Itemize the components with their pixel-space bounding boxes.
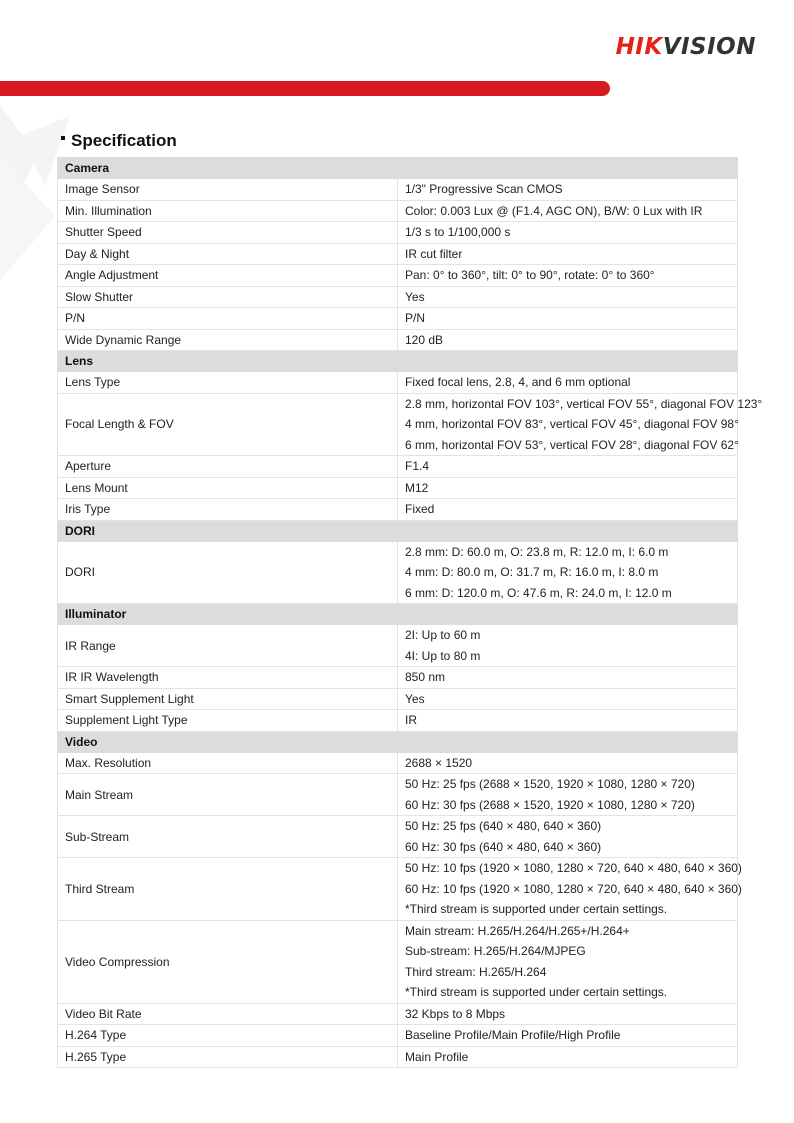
spec-value: 50 Hz: 25 fps (2688 × 1520, 1920 × 1080, 1280 × 720) [405, 777, 695, 791]
spec-label: Main Stream [58, 774, 398, 816]
spec-label: Sub-Stream [58, 816, 398, 858]
spec-row [58, 1046, 738, 1068]
spec-value: 2.8 mm: D: 60.0 m, O: 23.8 m, R: 12.0 m, I: 6.0 m [405, 544, 669, 559]
spec-value: 4 mm: D: 80.0 m, O: 31.7 m, R: 16.0 m, I: 8.0 m [405, 565, 659, 579]
spec-label: Wide Dynamic Range [58, 329, 398, 351]
spec-value: 4I: Up to 80 m [405, 648, 481, 663]
spec-label: Supplement Light Type [58, 710, 398, 732]
spec-label: Angle Adjustment [58, 265, 398, 287]
spec-value: F1.4 [405, 459, 430, 473]
category-row [58, 731, 738, 752]
spec-value: Baseline Profile/Main Profile/High Profile [405, 1028, 621, 1042]
spec-value-cell [398, 816, 738, 858]
spec-value: IR [405, 713, 417, 727]
spec-value-cell [398, 1003, 738, 1025]
category-title: Camera [58, 158, 738, 179]
spec-value: Color: 0.003 Lux @ (F1.4, AGC ON), B/W: 0 Lux with IR [405, 203, 703, 218]
spec-label: Smart Supplement Light [58, 688, 398, 710]
spec-row [58, 286, 738, 308]
spec-row [58, 541, 738, 604]
spec-value: Main Profile [405, 1049, 469, 1064]
spec-value-cell [398, 858, 742, 921]
spec-value: Main stream: H.265/H.264/H.265+/H.264+ [405, 923, 630, 938]
spec-value: 2688 × 1520 [405, 755, 473, 770]
spec-value: Fixed focal lens, 2.8, 4, and 6 mm optional [405, 375, 631, 389]
spec-row [58, 499, 738, 521]
spec-value: 1/3" Progressive Scan CMOS [405, 182, 563, 196]
spec-label: Slow Shutter [58, 286, 398, 308]
logo-dark-part: VISION [662, 34, 756, 60]
spec-value-cell [398, 222, 738, 244]
bullet-square-icon [61, 136, 65, 140]
spec-row [58, 393, 738, 456]
spec-value-cell [398, 243, 738, 265]
spec-value: 4 mm, horizontal FOV 83°, vertical FOV 45°, diagonal FOV 98° [405, 417, 739, 431]
spec-value-cell [398, 456, 738, 478]
spec-value-cell [398, 752, 738, 774]
spec-value-cell [398, 1046, 738, 1068]
spec-value-cell [398, 286, 738, 308]
category-row [58, 604, 738, 625]
spec-label: Max. Resolution [58, 752, 398, 774]
spec-label: DORI [58, 541, 398, 604]
spec-label: Video Bit Rate [58, 1003, 398, 1025]
spec-value: 60 Hz: 10 fps (1920 × 1080, 1280 × 720, 640 × 480, 640 × 360) [405, 881, 742, 896]
spec-row [58, 308, 738, 330]
spec-row [58, 243, 738, 265]
spec-row [58, 477, 738, 499]
spec-value: IR cut filter [405, 246, 463, 261]
spec-value: 50 Hz: 25 fps (640 × 480, 640 × 360) [405, 819, 602, 833]
spec-value-cell [398, 1025, 738, 1047]
spec-row [58, 710, 738, 732]
category-row [58, 520, 738, 541]
spec-value: 1/3 s to 1/100,000 s [405, 225, 511, 239]
spec-value: Fixed [405, 502, 435, 516]
spec-label: Focal Length & FOV [58, 393, 398, 456]
spec-value-cell [398, 667, 738, 689]
spec-row [58, 200, 738, 222]
spec-value-cell [398, 477, 738, 499]
spec-value-cell [398, 920, 738, 1003]
spec-value: 2.8 mm, horizontal FOV 103°, vertical FOV 55°, diagonal FOV 123° [405, 396, 763, 411]
spec-row [58, 179, 738, 201]
spec-value: *Third stream is supported under certain settings. [405, 902, 668, 916]
spec-row [58, 265, 738, 287]
spec-label: Day & Night [58, 243, 398, 265]
spec-value: Sub-stream: H.265/H.264/MJPEG [405, 944, 586, 958]
spec-label: Third Stream [58, 858, 398, 921]
spec-label: IR Range [58, 625, 398, 667]
spec-row [58, 1025, 738, 1047]
spec-value-cell [398, 372, 738, 394]
spec-value-cell [398, 774, 738, 816]
spec-value: Pan: 0° to 360°, tilt: 0° to 90°, rotate: 0° to 360° [405, 268, 655, 282]
category-title: DORI [58, 520, 738, 541]
header-red-bar [0, 81, 610, 96]
category-row [58, 158, 738, 179]
spec-value-cell [398, 710, 738, 732]
category-title: Video [58, 731, 738, 752]
spec-row [58, 774, 738, 816]
spec-label: Lens Mount [58, 477, 398, 499]
spec-label: IR IR Wavelength [58, 667, 398, 689]
spec-value-cell [398, 688, 738, 710]
spec-label: Min. Illumination [58, 200, 398, 222]
category-title: Lens [58, 351, 738, 372]
spec-value-cell [398, 329, 738, 351]
spec-label: Shutter Speed [58, 222, 398, 244]
spec-value: 6 mm, horizontal FOV 53°, vertical FOV 28°, diagonal FOV 62° [405, 437, 739, 452]
spec-value-cell [398, 625, 738, 667]
category-title: Illuminator [58, 604, 738, 625]
spec-label: Lens Type [58, 372, 398, 394]
spec-label: H.264 Type [58, 1025, 398, 1047]
spec-value: M12 [405, 480, 429, 495]
spec-value: 60 Hz: 30 fps (2688 × 1520, 1920 × 1080, 1280 × 720) [405, 797, 695, 812]
logo-red-part: HIK [615, 34, 663, 60]
spec-value: 850 nm [405, 670, 446, 684]
spec-value: Third stream: H.265/H.264 [405, 964, 547, 979]
spec-label: Image Sensor [58, 179, 398, 201]
spec-value-cell [398, 308, 738, 330]
spec-row [58, 688, 738, 710]
spec-row [58, 329, 738, 351]
spec-value: 32 Kbps to 8 Mbps [405, 1006, 506, 1021]
spec-value: 60 Hz: 30 fps (640 × 480, 640 × 360) [405, 839, 602, 854]
spec-value: P/N [405, 311, 426, 325]
spec-row [58, 920, 738, 1003]
spec-row [58, 667, 738, 689]
spec-label: Video Compression [58, 920, 398, 1003]
spec-value: Yes [405, 691, 425, 706]
spec-value: 50 Hz: 10 fps (1920 × 1080, 1280 × 720, 640 × 480, 640 × 360) [405, 861, 742, 875]
spec-value-cell [398, 499, 738, 521]
spec-row [58, 816, 738, 858]
spec-value: 2I: Up to 60 m [405, 628, 481, 642]
spec-row [58, 222, 738, 244]
spec-value-cell [398, 200, 738, 222]
spec-value-cell [398, 393, 763, 456]
spec-row [58, 858, 738, 921]
spec-value: *Third stream is supported under certain settings. [405, 985, 668, 999]
spec-row [58, 625, 738, 667]
spec-row [58, 752, 738, 774]
page-title-text: Specification [71, 131, 177, 150]
spec-value: 6 mm: D: 120.0 m, O: 47.6 m, R: 24.0 m, I: 12.0 m [405, 585, 672, 600]
spec-value: 120 dB [405, 332, 444, 347]
spec-table [57, 157, 763, 1068]
spec-label: Aperture [58, 456, 398, 478]
spec-label: Iris Type [58, 499, 398, 521]
spec-value: Yes [405, 289, 425, 304]
spec-row [58, 456, 738, 478]
spec-label: P/N [58, 308, 398, 330]
hikvision-logo [616, 36, 756, 59]
spec-row [58, 372, 738, 394]
page-title [61, 131, 177, 151]
spec-label: H.265 Type [58, 1046, 398, 1068]
category-row [58, 351, 738, 372]
spec-row [58, 1003, 738, 1025]
spec-value-cell [398, 265, 738, 287]
spec-value-cell [398, 179, 738, 201]
spec-value-cell [398, 541, 738, 604]
